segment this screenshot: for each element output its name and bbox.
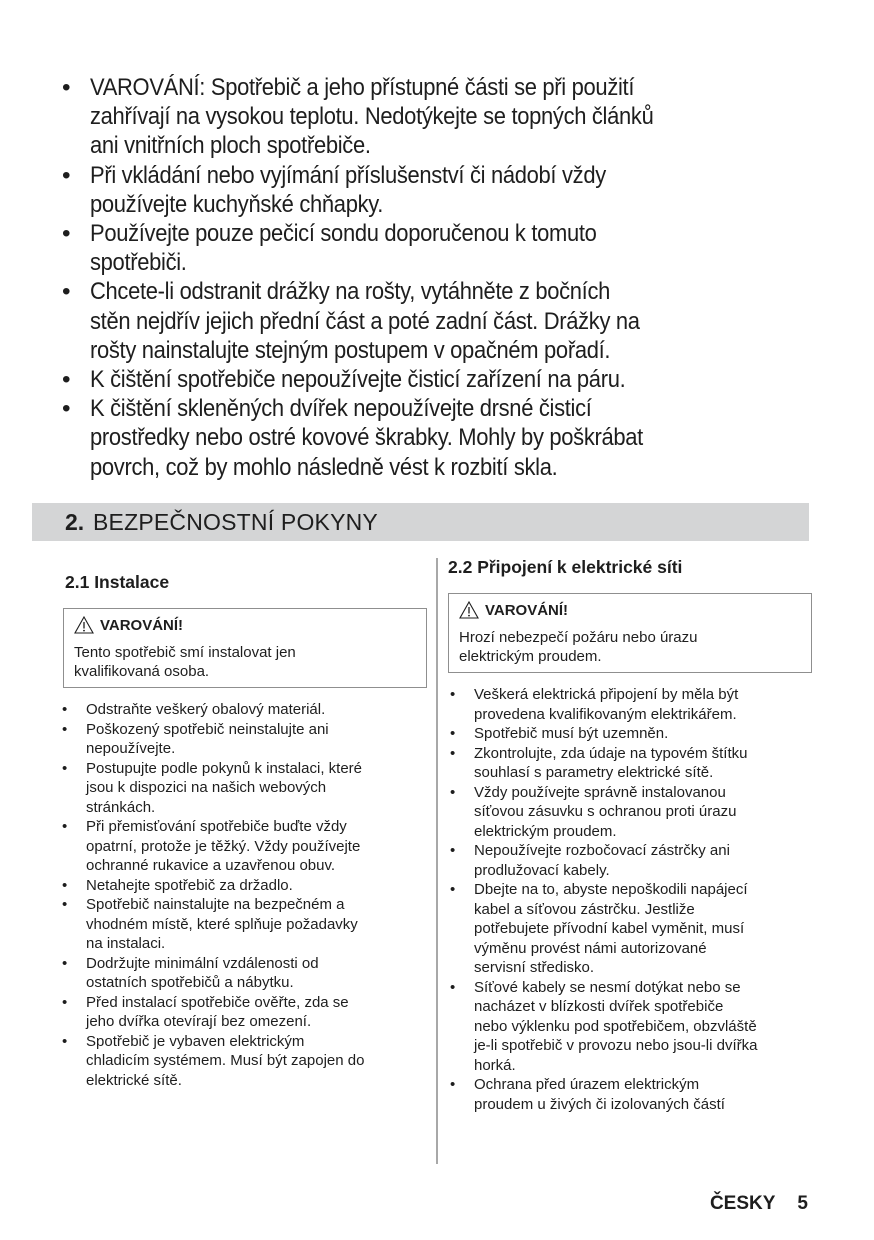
list-item-line: na instalaci. — [86, 935, 166, 952]
list-item-line: K čištění skleněných dvířek nepoužívejte drsné čisticí — [90, 395, 592, 423]
bullet-icon: • — [450, 978, 456, 996]
warning-text — [74, 643, 416, 681]
list-item-line: Dbejte na to, abyste nepoškodili napájecí — [474, 881, 748, 898]
bullet-icon: • — [450, 842, 456, 859]
list-item-line: Síťové kabely se nesmí dotýkat nebo se — [474, 978, 741, 996]
list-item — [448, 841, 812, 880]
list-item-line: síťovou zásuvku s ochranou proti úrazu — [474, 803, 737, 820]
list-item-line: Nepoužívejte rozbočovací zástrčky ani — [474, 842, 730, 859]
bullet-icon: • — [62, 954, 68, 972]
list-item — [60, 876, 428, 896]
list-item-line: Vždy používejte správně instalovanou — [474, 783, 726, 801]
list-item — [448, 978, 812, 1076]
list-item — [60, 1032, 428, 1091]
list-item-line: horká. — [474, 1056, 516, 1074]
list-item-line: nacházet v blízkosti dvířek spotřebiče — [474, 998, 724, 1015]
electrical-list — [448, 685, 812, 1114]
list-item-line: je-li spotřebič v provozu nebo jsou-li dvířka — [474, 1037, 758, 1054]
list-item-line: Spotřebič je vybaven elektrickým — [86, 1032, 305, 1050]
list-item-line: Spotřebič musí být uzemněn. — [474, 725, 669, 742]
list-item-line: elektrické sítě. — [86, 1071, 182, 1089]
list-item-line: Veškerá elektrická připojení by měla být — [474, 686, 739, 703]
bullet-icon: • — [62, 701, 68, 718]
bullet-icon: • — [62, 896, 68, 913]
warning-text-line: Tento spotřebič smí instalovat jen — [74, 644, 296, 661]
installation-list — [60, 700, 428, 1090]
bullet-icon: • — [62, 278, 71, 306]
bullet-icon: • — [450, 744, 456, 762]
bullet-icon: • — [62, 220, 71, 248]
list-item-line: Používejte pouze pečicí sondu doporučenou k tomuto — [90, 220, 597, 248]
bullet-icon: • — [62, 720, 68, 738]
list-item-line: ostatních spotřebičů a nábytku. — [86, 974, 294, 991]
section-number: 2. — [65, 509, 85, 535]
bullet-icon: • — [62, 1032, 68, 1050]
bullet-icon: • — [450, 1076, 456, 1093]
warning-box-electrical — [448, 593, 812, 673]
warning-label: VAROVÁNÍ! — [485, 601, 569, 619]
list-item — [62, 219, 822, 277]
list-item — [60, 993, 428, 1032]
list-item-line: Postupujte podle pokynů k instalaci, které — [86, 759, 362, 777]
list-item-line: stěn nejdřív jejich přední část a poté zadní část. Drážky na — [90, 307, 640, 335]
bullet-icon: • — [62, 993, 68, 1011]
page-number: 5 — [797, 1193, 808, 1214]
list-item — [60, 759, 428, 818]
list-item-line: souhlasí s parametry elektrické sítě. — [474, 764, 714, 781]
list-item — [62, 161, 822, 219]
list-item — [448, 783, 812, 842]
warning-triangle-icon — [74, 616, 94, 634]
list-item-line: Odstraňte veškerý obalový materiál. — [86, 701, 326, 718]
list-item-line: nebo výklenku pod spotřebičem, obzvláště — [474, 1017, 757, 1035]
list-item-line: prostředky nebo ostré kovové škrabky. Mohly by poškrábat — [90, 424, 643, 452]
list-item-line: Při vkládání nebo vyjímání příslušenství či nádobí vždy — [90, 161, 606, 189]
list-item-line: kabel a síťovou zástrčku. Jestliže — [474, 900, 695, 918]
list-item-line: jeho dvířka otevírají bez omezení. — [86, 1013, 312, 1030]
list-item-line: opatrní, protože je těžký. Vždy používejte — [86, 837, 361, 855]
list-item — [60, 954, 428, 993]
list-item-line: používejte kuchyňské chňapky. — [90, 190, 384, 218]
warning-text-line: kvalifikovaná osoba. — [74, 663, 210, 680]
list-item — [60, 817, 428, 876]
list-item-line: Před instalací spotřebiče ověřte, zda se — [86, 993, 349, 1011]
bullet-icon: • — [62, 759, 68, 777]
list-item-line: ani vnitřních ploch spotřebiče. — [90, 132, 371, 160]
section-header-bar — [32, 503, 809, 541]
left-column — [60, 572, 428, 1090]
warning-text-line: Hrozí nebezpečí požáru nebo úrazu — [459, 629, 698, 646]
list-item-line: vhodném místě, které splňuje požadavky — [86, 915, 358, 933]
list-item-line: Při přemisťování spotřebiče buďte vždy — [86, 818, 347, 835]
list-item-line: povrch, což by mohlo následně vést k rozbití skla. — [90, 453, 558, 481]
list-item-line: VAROVÁNÍ: Spotřebič a jeho přístupné části se při použití — [90, 74, 635, 101]
warning-text — [459, 628, 801, 666]
warning-triangle-icon — [459, 601, 479, 619]
warning-label: VAROVÁNÍ! — [100, 616, 184, 634]
page-footer — [710, 1193, 808, 1215]
bullet-icon: • — [62, 366, 71, 394]
top-bullet-list — [62, 73, 822, 482]
column-divider — [436, 558, 438, 1164]
list-item-line: spotřebiči. — [90, 249, 187, 277]
list-item-line: Zkontrolujte, zda údaje na typovém štítku — [474, 744, 748, 762]
list-item-line: provedena kvalifikovaným elektrikářem. — [474, 705, 737, 723]
list-item-line: zahřívají na vysokou teplotu. Nedotýkejte se topných článků — [90, 103, 654, 131]
list-item-line: Chcete-li odstranit drážky na rošty, vytáhněte z bočních — [90, 278, 611, 306]
list-item-line: Spotřebič nainstalujte na bezpečném a — [86, 896, 345, 913]
bullet-icon: • — [450, 783, 456, 801]
warning-header — [459, 598, 801, 622]
list-item-line: ochranné rukavice a uzavřenou obuv. — [86, 857, 336, 874]
right-column — [448, 557, 812, 1114]
list-item — [448, 685, 812, 724]
list-item — [448, 1075, 812, 1114]
list-item — [62, 365, 822, 394]
list-item — [448, 724, 812, 744]
list-item-line: elektrickým proudem. — [474, 822, 617, 840]
list-item-line: Dodržujte minimální vzdálenosti od — [86, 954, 319, 972]
bullet-icon: • — [62, 818, 68, 835]
list-item-line: chladicím systémem. Musí být zapojen do — [86, 1052, 365, 1069]
bullet-icon: • — [450, 881, 456, 898]
list-item-line: Netahejte spotřebič za držadlo. — [86, 876, 293, 894]
list-item-line: rošty nainstalujte stejným postupem v opačném pořadí. — [90, 336, 611, 364]
warning-text-line: elektrickým proudem. — [459, 648, 602, 665]
footer-language: ČESKY — [709, 1193, 776, 1214]
list-item-line: výměnu provést námi autorizované — [474, 939, 707, 957]
warning-header — [74, 613, 416, 637]
list-item-line: proudem u živých či izolovaných částí — [474, 1095, 725, 1113]
list-item — [60, 700, 428, 720]
list-item-line: Poškozený spotřebič neinstalujte ani — [86, 720, 329, 738]
list-item — [62, 394, 822, 482]
subsection-title-installation: 2.1 Instalace — [65, 572, 170, 592]
list-item — [448, 744, 812, 783]
list-item — [60, 720, 428, 759]
subsection-title-electrical: 2.2 Připojení k elektrické síti — [448, 557, 683, 577]
list-item-line: stránkách. — [86, 798, 156, 816]
list-item-line: servisní středisko. — [474, 959, 595, 976]
bullet-icon: • — [450, 686, 456, 703]
list-item-line: nepoužívejte. — [86, 740, 176, 757]
list-item-line: Ochrana před úrazem elektrickým — [474, 1076, 700, 1093]
list-item — [448, 880, 812, 978]
list-item-line: potřebujete přívodní kabel vyměnit, musí — [474, 920, 745, 937]
warning-box-installation — [63, 608, 427, 688]
list-item-line: jsou k dispozici na našich webových — [86, 779, 327, 796]
bullet-icon: • — [450, 725, 456, 742]
section-title: BEZPEČNOSTNÍ POKYNY — [93, 509, 378, 535]
bullet-icon: • — [62, 395, 71, 423]
bullet-icon: • — [62, 876, 68, 894]
bullet-icon: • — [62, 161, 71, 189]
list-item — [62, 73, 822, 161]
list-item — [62, 277, 822, 365]
list-item-line: prodlužovací kabely. — [474, 861, 610, 879]
list-item-line: K čištění spotřebiče nepoužívejte čisticí zařízení na páru. — [90, 366, 626, 394]
list-item — [60, 895, 428, 954]
bullet-icon: • — [62, 74, 71, 101]
